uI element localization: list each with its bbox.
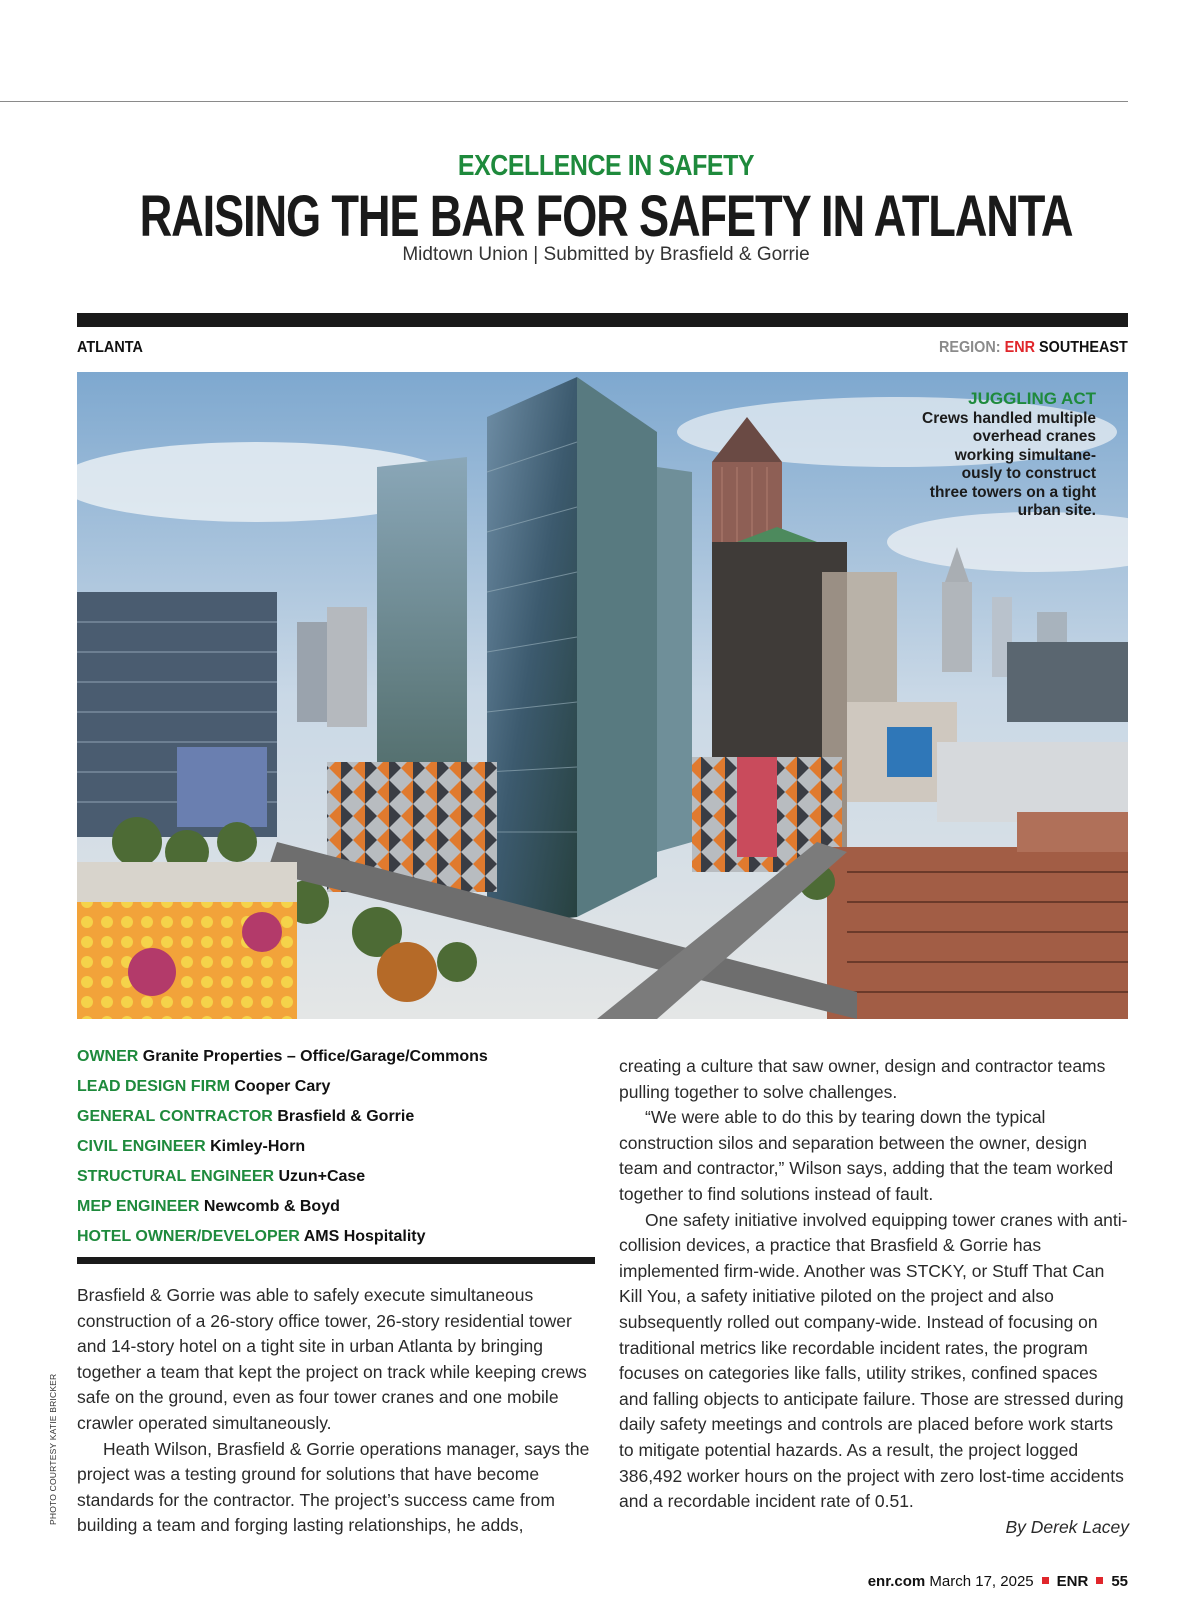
body-paragraph: “We were able to do this by tearing down the typical construction silos and separation between the owner, design team and contractor,” Wilson says, adding that the team worked together to find solutions instead of fault. bbox=[619, 1107, 1114, 1204]
credit-role: MEP ENGINEER bbox=[77, 1198, 200, 1215]
credit-role: LEAD DESIGN FIRM bbox=[77, 1078, 230, 1095]
credit-name: Uzun+Case bbox=[278, 1168, 366, 1185]
top-rule bbox=[0, 101, 1128, 102]
photo-credit: PHOTO COURTESY KATIE BRICKER bbox=[48, 1373, 58, 1525]
section-bar bbox=[77, 313, 1128, 327]
region-brand: ENR bbox=[1004, 339, 1036, 356]
body-paragraph: Brasfield & Gorrie was able to safely execute simultaneous construction of a 26-story office tower, 26-story residential tower and 14-story hotel on a tight site in urban Atlanta by bringing together a team that kept the project on track while keeping crews safe on the ground, even as four tower cranes and one mobile crawler operated simultaneously. bbox=[77, 1285, 587, 1433]
credit-mep-engineer bbox=[77, 1192, 597, 1222]
credit-name: Kimley-Horn bbox=[210, 1138, 306, 1155]
body-paragraph: Heath Wilson, Brasfield & Gorrie operations manager, says the project was a testing ground for solutions that have become standards for the contractor. The project’s success came from building a team and forging lasting relationships, he adds, bbox=[77, 1438, 590, 1536]
project-photo bbox=[77, 372, 1128, 1019]
credit-name: Newcomb & Boyd bbox=[203, 1198, 340, 1215]
subheadline: Midtown Union | Submitted by Brasfield & Gorrie bbox=[402, 244, 810, 265]
article-column-right bbox=[619, 1054, 1129, 1540]
region-name: SOUTHEAST bbox=[1039, 339, 1128, 356]
footer-square-icon bbox=[1042, 1577, 1049, 1584]
footer-date: March 17, 2025 bbox=[929, 1573, 1034, 1590]
footer-square-icon bbox=[1096, 1577, 1103, 1584]
body-paragraph: creating a culture that saw owner, design and contractor teams pulling together to solve challenges. bbox=[619, 1056, 1106, 1102]
location-label: ATLANTA bbox=[77, 339, 143, 356]
credit-role: GENERAL CONTRACTOR bbox=[77, 1108, 273, 1125]
credit-structural-engineer bbox=[77, 1162, 597, 1192]
credit-role: HOTEL OWNER/DEVELOPER bbox=[77, 1228, 300, 1245]
credit-hotel-owner bbox=[77, 1222, 597, 1252]
credit-role: OWNER bbox=[77, 1048, 139, 1065]
credit-lead-design-firm bbox=[77, 1072, 597, 1102]
caption-lead: JUGGLING ACT bbox=[968, 389, 1096, 408]
region-key: REGION: bbox=[939, 339, 1001, 356]
byline: By Derek Lacey bbox=[1005, 1516, 1129, 1537]
caption-text: Crews handled multiple overhead cranes working simultane-ously to construct three towers on a tight urban site. bbox=[922, 409, 1096, 519]
footer-brand: ENR bbox=[1056, 1573, 1089, 1590]
credit-role: STRUCTURAL ENGINEER bbox=[77, 1168, 275, 1185]
credit-name: Cooper Cary bbox=[234, 1078, 331, 1095]
credits-divider bbox=[77, 1257, 595, 1264]
body-paragraph: One safety initiative involved equipping tower cranes with anti-collision devices, a practice that Brasfield & Gorrie has implemented firm-wide. Another was STCKY, or Stuff That Can Kill You, a safety initiative piloted on the project and also subsequently rolled out company-wide. Instead of focusing on traditional metrics like recordable incident rates, the program focuses on categories like falls, utility strikes, confined spaces and falling objects to anticipate failure. Those are stressed during daily safety meetings and controls are placed before work starts to mitigate potential hazards. As a result, the project logged 386,492 worker hours on the project with zero lost-time accidents and a recordable incident rate of 0.51. bbox=[619, 1209, 1128, 1512]
credit-name: AMS Hospitality bbox=[303, 1228, 426, 1245]
page-title: RAISING THE BAR FOR SAFETY IN ATLANTA bbox=[139, 184, 1073, 249]
page-footer bbox=[868, 1573, 1128, 1590]
credit-role: CIVIL ENGINEER bbox=[77, 1138, 206, 1155]
section-kicker: EXCELLENCE IN SAFETY bbox=[457, 150, 755, 182]
footer-site: enr.com bbox=[867, 1573, 926, 1590]
region-label bbox=[939, 339, 1128, 357]
credit-general-contractor bbox=[77, 1102, 597, 1132]
credit-name: Brasfield & Gorrie bbox=[277, 1108, 415, 1125]
photo-caption bbox=[921, 390, 1096, 521]
project-credits bbox=[77, 1042, 597, 1252]
credit-name: Granite Properties – Office/Garage/Commons bbox=[142, 1048, 488, 1065]
article-column-left bbox=[77, 1283, 597, 1539]
credit-civil-engineer bbox=[77, 1132, 597, 1162]
credit-owner bbox=[77, 1042, 597, 1072]
page-number: 55 bbox=[1111, 1573, 1128, 1590]
